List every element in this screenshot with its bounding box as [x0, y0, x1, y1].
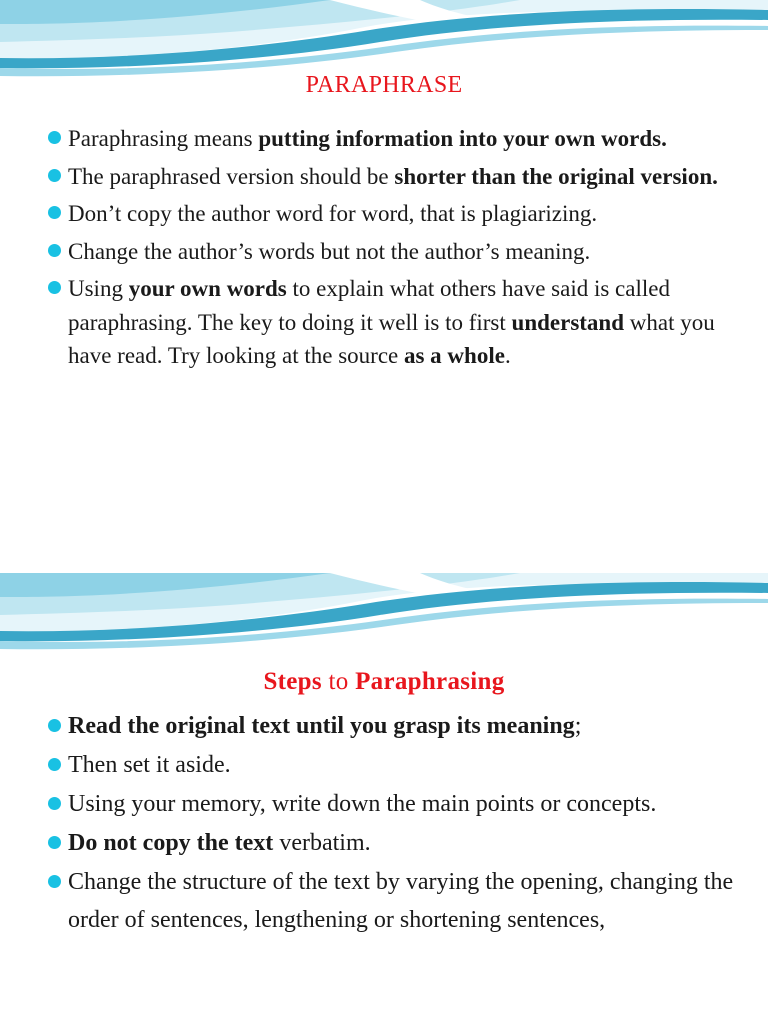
- list-item: Then set it aside.: [48, 746, 738, 784]
- bullet-icon: [48, 281, 61, 294]
- slide-steps: [0, 573, 768, 1024]
- list-item: Change the author’s words but not the author’s meaning.: [48, 235, 738, 269]
- bullet-icon: [48, 797, 61, 810]
- bullet-icon: [48, 169, 61, 182]
- bullet-icon: [48, 758, 61, 771]
- list-item: Paraphrasing means putting information into your own words.: [48, 122, 738, 156]
- list-item: Read the original text until you grasp its meaning;: [48, 707, 738, 745]
- list-item: Change the structure of the text by varying the opening, changing the order of sentences, lengthening or shortening sentences,: [48, 863, 738, 939]
- wave-banner-icon: [0, 573, 768, 663]
- bullet-icon: [48, 836, 61, 849]
- list-item: Using your own words to explain what others have said is called paraphrasing. The key to doing it well is to first understand what you have read. Try looking at the source as a whole.: [48, 272, 738, 373]
- list-item: Using your memory, write down the main points or concepts.: [48, 785, 738, 823]
- steps-list: [48, 707, 738, 940]
- list-item: Don’t copy the author word for word, that is plagiarizing.: [48, 197, 738, 231]
- bullet-icon: [48, 875, 61, 888]
- bullet-icon: [48, 244, 61, 257]
- section-title: Steps to Paraphrasing: [263, 668, 505, 695]
- list-item: The paraphrased version should be shorter than the original version.: [48, 160, 738, 194]
- bullet-list: [48, 122, 738, 377]
- bullet-icon: [48, 131, 61, 144]
- list-item: Do not copy the text verbatim.: [48, 824, 738, 862]
- slide-divider: [0, 548, 768, 573]
- bullet-icon: [48, 206, 61, 219]
- page-title: PARAPHRASE: [305, 72, 463, 98]
- bullet-icon: [48, 719, 61, 732]
